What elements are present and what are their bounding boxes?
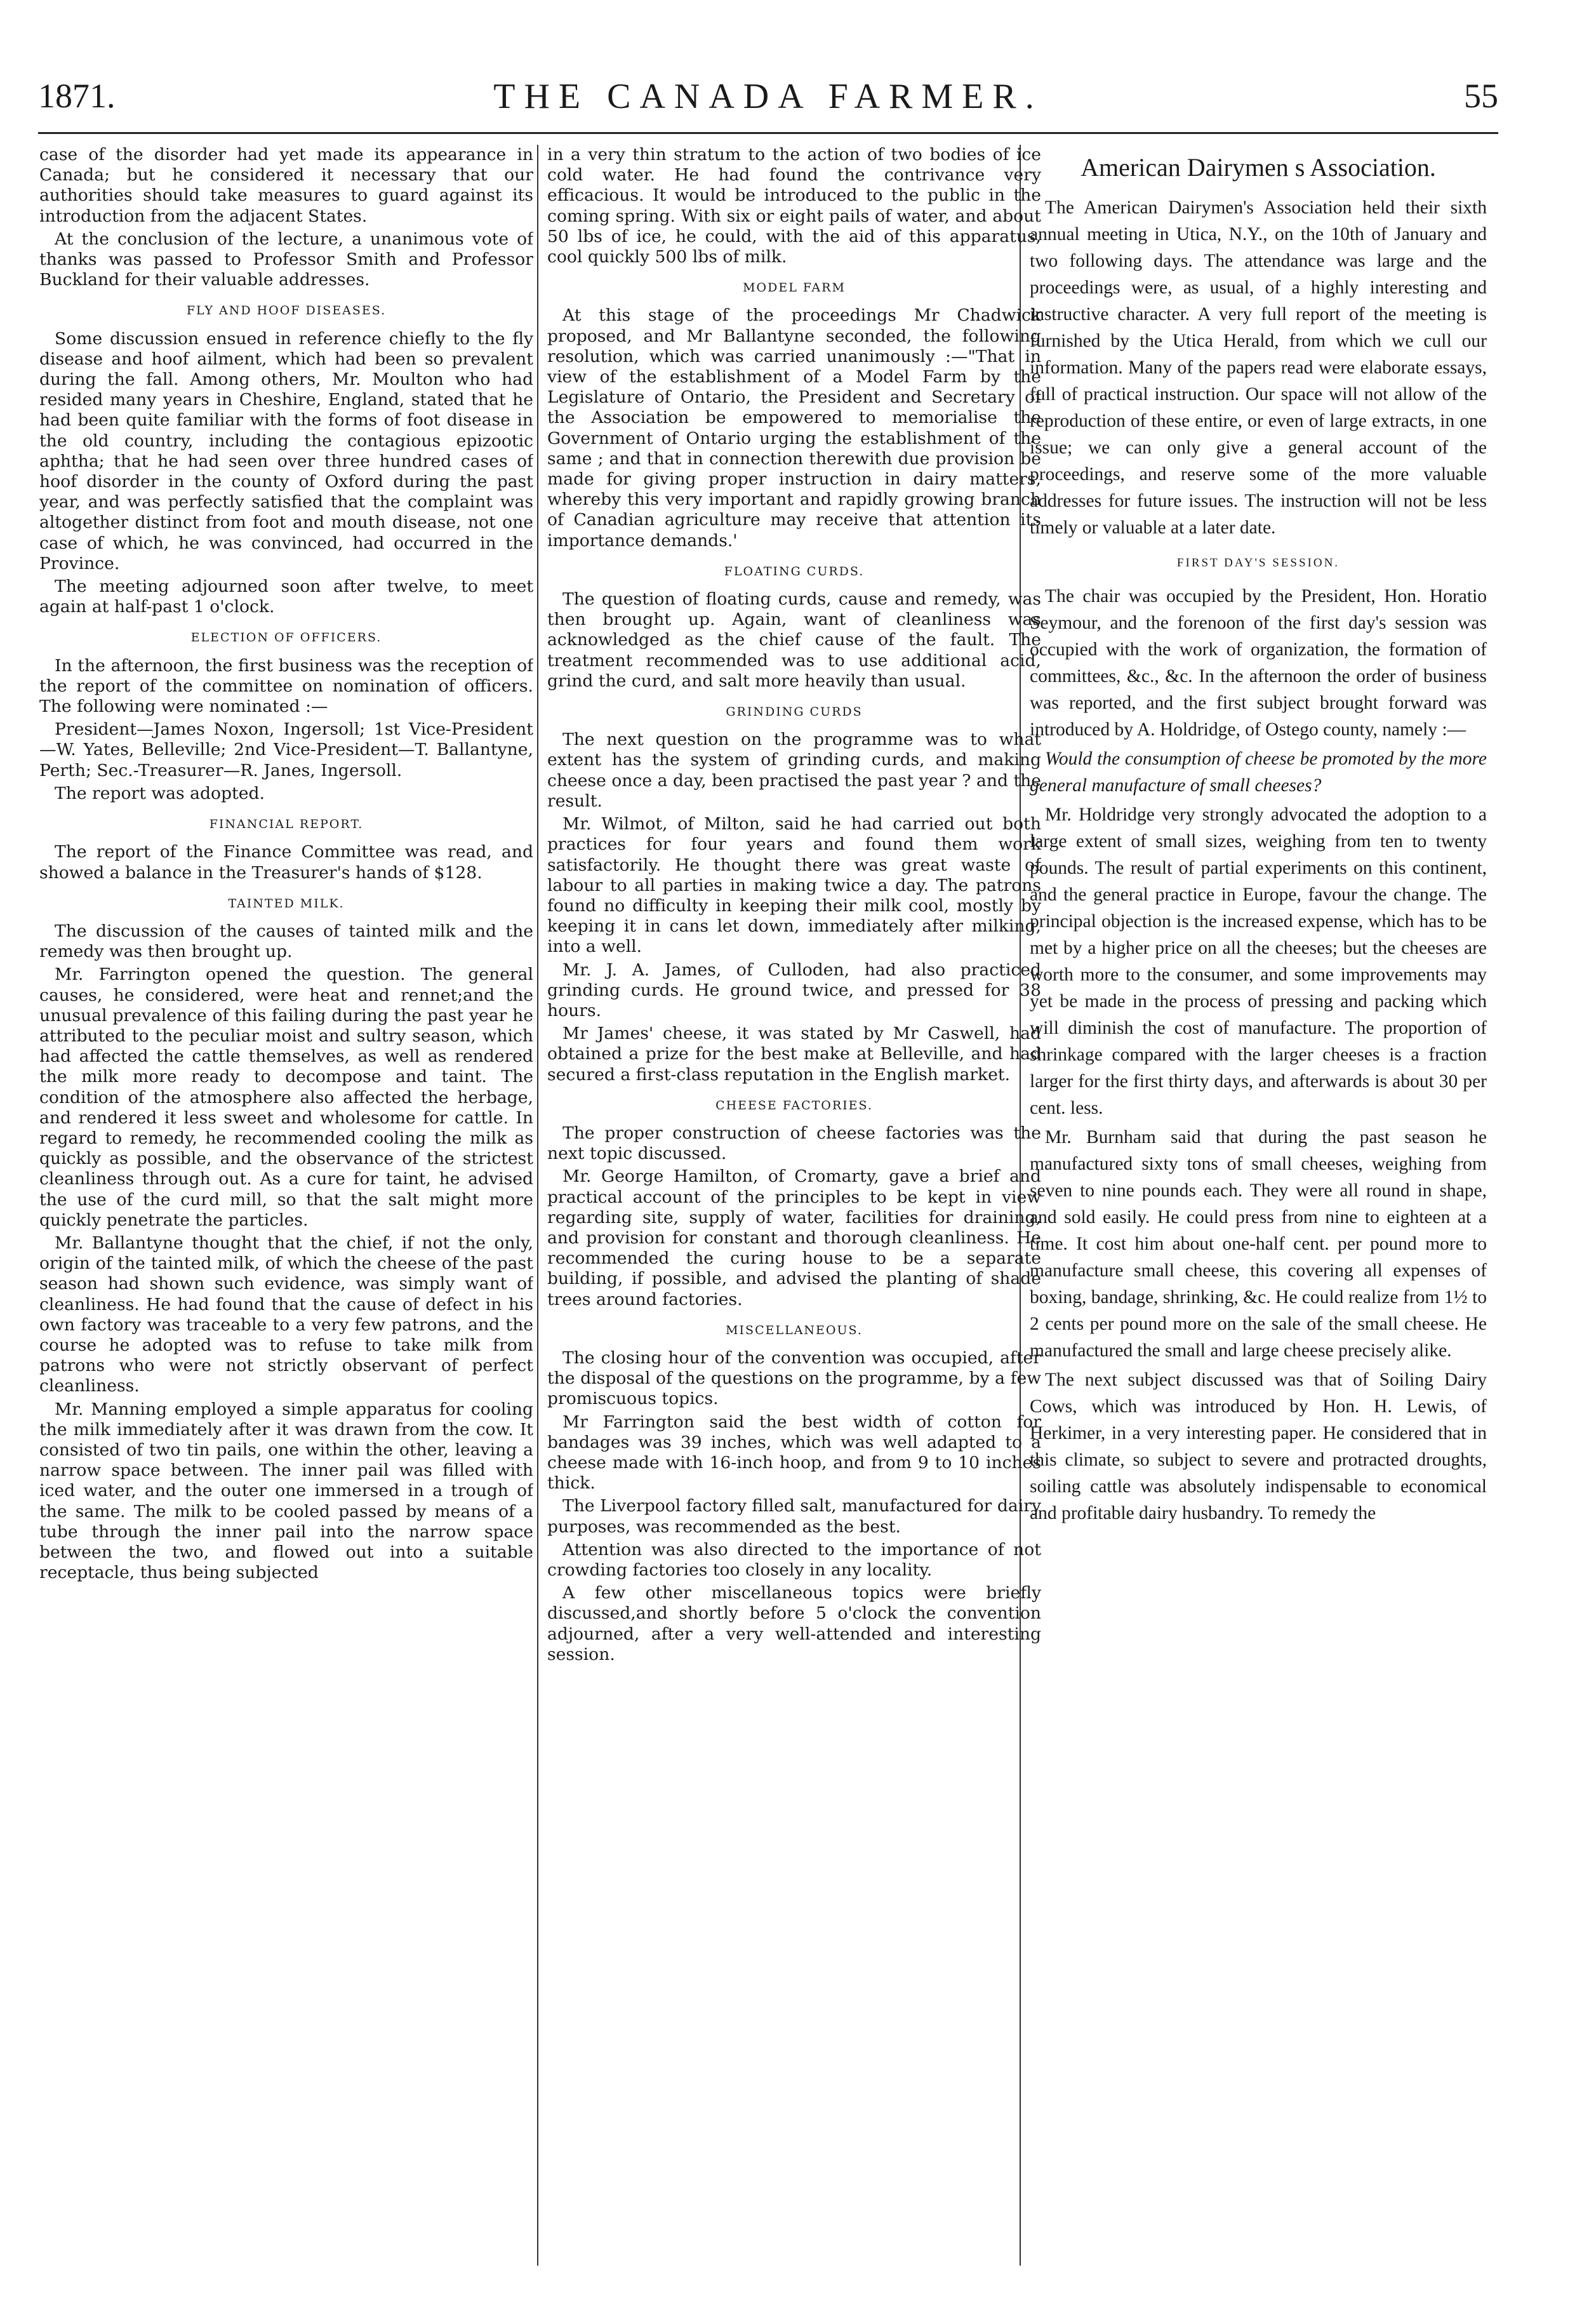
officers-list: President—James Noxon, Ingersoll; 1st Vice-President—W. Yates, Belleville; 2nd Vice-President—T. Ballantyne, Perth; Sec.-Treasurer—R. Janes, Ingersoll.: [39, 719, 533, 780]
paragraph: The closing hour of the convention was occupied, after the disposal of the questions on the programme, by a few promiscuous topics.: [547, 1347, 1041, 1409]
paragraph: Mr. Wilmot, of Milton, said he had carried out both practices for four years and found them work satisfactorily. He thought there was great waste of labour to all parties in making twice a day. The patrons found no difficulty in keeping their milk cool, mostly by keeping it in cans let down, immediately after milking, into a well.: [547, 814, 1041, 957]
paragraph: At the conclusion of the lecture, a unanimous vote of thanks was passed to Professor Smith and Professor Buckland for their valuable addresses.: [39, 229, 533, 290]
paragraph: In the afternoon, the first business was the reception of the report of the committee on nomination of officers. The following were nominated :—: [39, 655, 533, 717]
column-divider: [537, 145, 538, 2266]
paragraph: The next question on the programme was to what extent has the system of grinding curds, and making cheese once a day, been practised the past year ? and the result.: [547, 730, 1041, 811]
section-heading: FLOATING CURDS.: [724, 564, 865, 578]
paragraph: Mr James' cheese, it was stated by Mr Caswell, had obtained a prize for the best make at Belleville, and had secured a first-class reputation in the English market.: [547, 1024, 1041, 1085]
paragraph: Mr. Holdridge very strongly advocated the adoption to a large extent of small sizes, weighing from ten to twenty pounds. The result of partial experiments on this continent, and the general practice in Europe, favour the change. The principal objection is the increased expense, which has to be met by a higher price on all the cheeses; but the cheeses are worth more to the consumer, and some improvements may yet be made in the process of pressing and packing which will diminish the cost of manufacture. The proportion of shrinkage compared with the larger cheeses is a fraction larger for the first thirty days, and afterwards is about 30 per cent. less.: [1030, 805, 1487, 1118]
paragraph: The discussion of the causes of tainted milk and the remedy was then brought up.: [39, 921, 533, 962]
section-heading: MISCELLANEOUS.: [726, 1323, 863, 1337]
section-heading: FLY AND HOOF DISEASES.: [186, 304, 387, 318]
paragraph: The Liverpool factory filled salt, manufactured for dairy purposes, was recommended as the best.: [547, 1496, 1041, 1537]
page-header: [38, 76, 1498, 133]
header-rule: [38, 132, 1498, 134]
paragraph: Mr. George Hamilton, of Cromarty, gave a brief and practical account of the principles to be kept in view regarding site, supply of water, facilities for draining, and provision for constant and thorough cleanliness. He recommended the curing house to be a separate building, if possible, and advised the planting of shade trees around factories.: [547, 1166, 1041, 1309]
paragraph: Mr. Farrington opened the question. The general causes, he considered, were heat and rennet;and the unusual prevalence of this failing during the past year he attributed to the peculiar moist and sultry season, which had affected the cattle themselves, as well as rendered the milk more ready to decompose and taint. The condition of the atmosphere also affected the herbage, and rendered it less sweet and wholesome for cattle. In regard to remedy, he recommended cooling the milk as quickly as possible, and the observance of the strictest cleanliness through out. As a cure for taint, he advised the use of the curd mill, so that the salt might more quickly penetrate the particles.: [39, 965, 533, 1230]
section-heading: FIRST DAY'S SESSION.: [1176, 556, 1340, 570]
paragraph: Mr. Manning employed a simple apparatus for cooling the milk immediately after it was drawn from the cow. It consisted of two tin pails, one within the other, leaving a narrow space between. The inner pail was filled with iced water, and the outer one immersed in a trough of the same. The milk to be cooled passed by means of a tube through the inner pail into the narrow space between the two, and flowed out into a suitable receptacle, thus being subjected: [39, 1399, 533, 1583]
paragraph: The question of floating curds, cause and remedy, was then brought up. Again, want of cleanliness was acknowledged as the chief cause of the fault. The treatment recommended was to use additional acid, grind the curd, and salt more heavily than usual.: [547, 589, 1041, 691]
section-heading: ELECTION OF OFFICERS.: [190, 631, 382, 645]
paragraph: The report was adopted.: [55, 783, 265, 803]
paragraph: in a very thin stratum to the action of two bodies of ice cold water. He had found the contrivance very efficacious. It would be introduced to the public in the coming spring. With six or eight pails of water, and about 50 lbs of ice, he could, with the aid of this apparatus, cool quickly 500 lbs of milk.: [547, 145, 1041, 267]
paragraph: The meeting adjourned soon after twelve, to meet again at half-past 1 o'clock.: [39, 577, 533, 617]
paragraph: Attention was also directed to the importance of not crowding factories too closely in any locality.: [547, 1539, 1041, 1580]
section-heading: FINANCIAL REPORT.: [209, 817, 364, 832]
page-year: 1871.: [38, 77, 116, 115]
column-left: [39, 145, 533, 2272]
column-right: [1030, 145, 1487, 2272]
paragraph: The report of the Finance Committee was read, and showed a balance in the Treasurer's hands of $128.: [39, 842, 533, 883]
masthead-title: THE CANADA FARMER.: [493, 77, 1043, 116]
paragraph: Mr. Ballantyne thought that the chief, if not the only, origin of the tainted milk, of which the cheese of the past season had shown such evidence, was simply want of cleanliness. He had found that the cause of defect in his own factory was traceable to a very few patrons, and the course he adopted was to refuse to take milk from patrons who were not strictly observant of perfect cleanliness.: [39, 1233, 533, 1396]
paragraph: case of the disorder had yet made its appearance in Canada; but he considered it necessary that our authorities should take measures to guard against its introduction from the adjacent States.: [39, 145, 533, 226]
paragraph: Some discussion ensued in reference chiefly to the fly disease and hoof ailment, which had been so prevalent during the fall. Among others, Mr. Moulton who had resided many years in Cheshire, England, stated that he had been quite familiar with the forms of foot disease in the old country, including the contagious epizootic aphtha; that he had seen over three hundred cases of hoof disorder in the county of Oxford during the past year, and was perfectly satisfied that the complaint was altogether distinct from foot and mouth disease, not one case of which, he was convinced, had occurred in the Province.: [39, 328, 533, 573]
page-number: 55: [1464, 77, 1498, 115]
paragraph: Mr Farrington said the best width of cotton for bandages was 39 inches, which was well adapted to a cheese made with 16-inch hoop, and from 9 to 10 inches thick.: [547, 1412, 1041, 1493]
paragraph: At this stage of the proceedings Mr Chadwick proposed, and Mr Ballantyne seconded, the following resolution, which was carried unanimously :—"That in view of the establishment of a Model Farm by the Legislature of Ontario, the President and Secretary of the Association be empowered to memorialise the Government of Ontario urging the establishment of the same ; and that in connection therewith due provision be made for giving proper instruction in dairy matters, whereby this very important and rapidly growing branch of Canadian agriculture may receive that attention its importance demands.': [547, 305, 1041, 551]
paragraph: The American Dairymen's Association held their sixth annual meeting in Utica, N.Y., on the 10th of January and two following days. The attendance was large and the proceedings were, as usual, of a highly interesting and instructive character. A very full report of the meeting is furnished by the Utica Herald, from which we cull our information. Many of the papers read were elaborate essays, full of practical instruction. Our space will not allow of the reproduction of these entire, or even of large extracts, in one issue; we can only give a general account of the proceedings, and reserve some of the more valuable addresses for future issues. The instruction will not be less timely or valuable at a later date.: [1030, 197, 1487, 538]
discussion-question: Would the consumption of cheese be promoted by the more general manufacture of small cheeses?: [1030, 749, 1487, 796]
article-heading: American Dairymen s Association.: [1081, 153, 1436, 182]
paragraph: The proper construction of cheese factories was the next topic discussed.: [547, 1123, 1041, 1164]
paragraph: Mr. J. A. James, of Culloden, had also practiced grinding curds. He ground twice, and pressed for 38 hours.: [547, 959, 1041, 1020]
column-middle: [547, 145, 1041, 2272]
section-heading: CHEESE FACTORIES.: [715, 1098, 873, 1113]
section-heading: MODEL FARM: [743, 281, 846, 295]
section-heading: GRINDING CURDS: [726, 705, 863, 719]
paragraph: A few other miscellaneous topics were briefly discussed,and shortly before 5 o'clock the convention adjourned, after a very well-attended and interesting session.: [547, 1583, 1041, 1664]
paragraph: The chair was occupied by the President, Hon. Horatio Seymour, and the forenoon of the first day's session was occupied with the work of organization, the formation of committees, &c., &c. In the afternoon the order of business was reported, and the first subject brought forward was introduced by A. Holdridge, of Ostego county, namely :—: [1030, 586, 1487, 740]
section-heading: TAINTED MILK.: [228, 896, 345, 911]
paragraph: Mr. Burnham said that during the past season he manufactured sixty tons of small cheeses, weighing from seven to nine pounds each. They were all round in shape, and sold easily. He could press from nine to eighteen at a time. It cost him about one-half cent. per pound more to manufacture small cheese, this covering all expenses of boxing, bandage, shrinking, &c. He could realize from 1½ to 2 cents per pound more on the sale of the small cheese. He manufactured the small and large cheese precisely alike.: [1030, 1127, 1487, 1361]
paragraph: The next subject discussed was that of Soiling Dairy Cows, which was introduced by Hon. H. Lewis, of Herkimer, in a very interesting paper. He considered that in this climate, so subject to severe and protracted droughts, soiling cattle was absolutely indispensable to economical and profitable dairy husbandry. To remedy the: [1030, 1370, 1487, 1523]
